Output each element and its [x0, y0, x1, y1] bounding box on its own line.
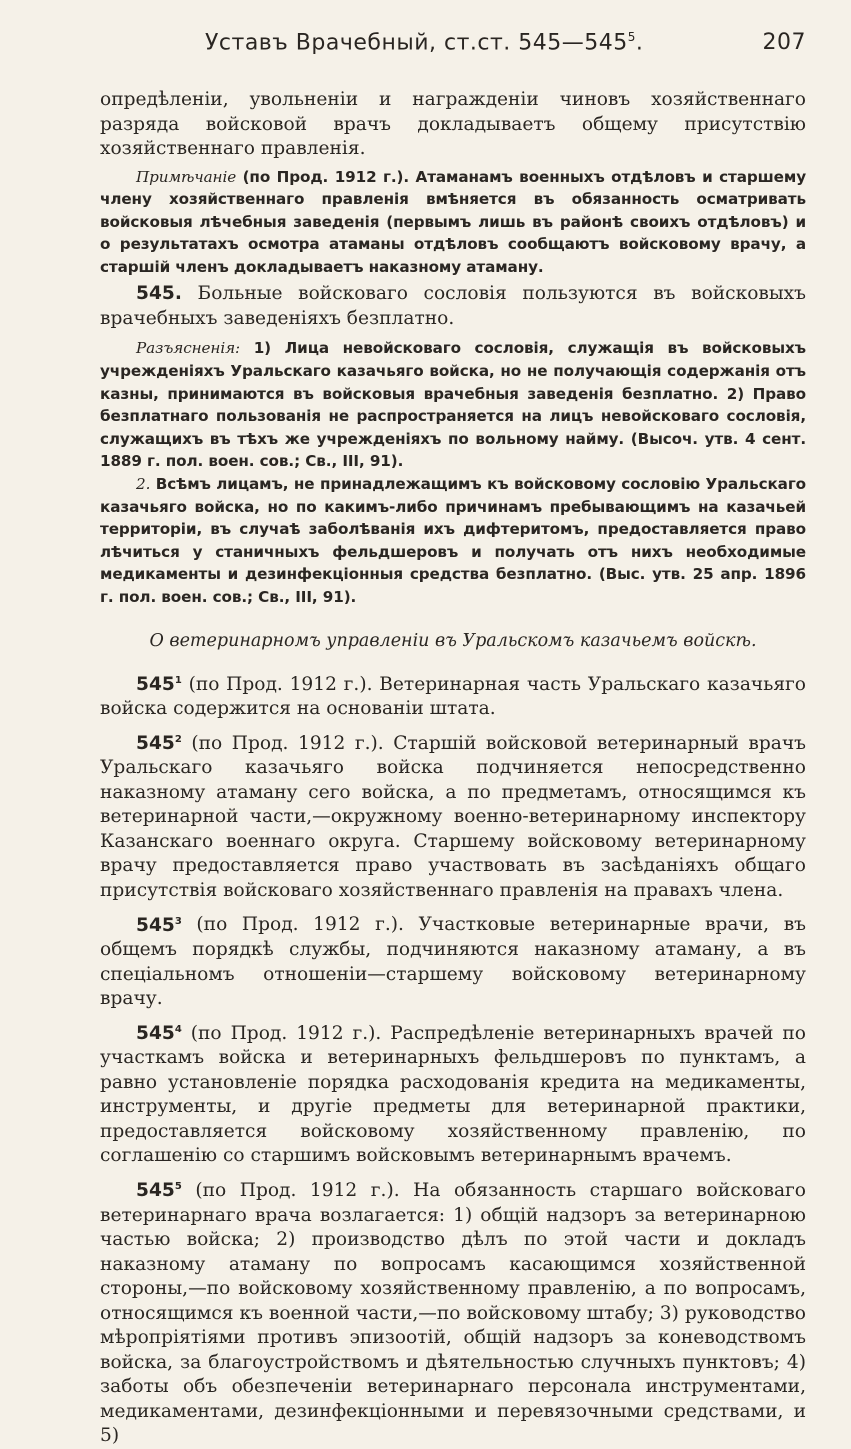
article-number — [136, 1180, 182, 1201]
paragraph-continuation: опредѣленіи, увольненіи и награжденіи чиновъ хозяйственнаго разряда войсковой врачъ докладываетъ общему присутствію хозяйственнаго правленія. — [100, 89, 806, 159]
article-number-text: 545 — [136, 673, 175, 695]
article-number-sup: 3 — [174, 915, 182, 927]
article-number-text: 545 — [136, 1180, 175, 1202]
explanation-label: Разъясненія: — [136, 339, 241, 358]
page-body — [100, 88, 806, 1449]
article-number-sup: 2 — [174, 733, 182, 745]
page-number: 207 — [762, 30, 806, 56]
article-text: (по Прод. 1912 г.). Старшій войсковой ветеринарный врачъ Уральскаго казачьяго войска подчиняется непосредственно наказному атаману сего войска, а по предметамъ, относящимся къ ветеринарной части,—окружному военно-ветеринарному инспектору Казанскаго военнаго округа. Старшему войсковому ветеринарному врачу предоставляется право участвовать въ засѣданіяхъ общаго присутствія войсковаго хозяйственнаго правленія на правахъ члена. — [100, 732, 806, 901]
article-number — [136, 1023, 182, 1044]
explanation-2-label: 2. — [136, 475, 151, 494]
article-545-4 — [100, 1018, 806, 1169]
explanation-2-text: Всѣмъ лицамъ, не принадлежащимъ къ войсковому сословію Уральскаго казачьяго войска, но по какимъ-либо причинамъ пребывающимъ на казачьей территоріи, въ случаѣ заболѣванія ихъ дифтеритомъ, предоставляется право лѣчиться у станичныхъ фельдшеровъ и получать отъ нихъ необходимые медикаменты и дезинфекціонныя средства безплатно. (Выс. утв. 25 апр. 1896 г. пол. воен. сов.; Св., III, 91). — [100, 475, 806, 606]
article-545-2 — [100, 728, 806, 904]
header-title-text: Уставъ Врачебный, ст.ст. 545—545 — [205, 30, 628, 56]
article-text: (по Прод. 1912 г.). На обязанность старшаго войсковаго ветеринарнаго врача возлагается: 1) общій надзоръ за ветеринарною частью войска; 2) производство дѣлъ по этой части и докладъ наказному атаману по вопросамъ касающимся хозяйственной стороны,—по войсковому хозяйственному правленію, а по вопросамъ, относящимся къ военной части,—по войсковому штабу; 3) руководство мѣропріятіями противъ эпизоотій, общій надзоръ за коневодствомъ войска, за благоустройствомъ и дѣятельностью случныхъ пунктовъ; 4) заботы объ обезпеченіи ветеринарнаго персонала инструментами, медикаментами, дезинфекціонными и перевязочными средствами, и 5) — [100, 1180, 806, 1447]
article-number-text: 545 — [136, 914, 175, 936]
article-number — [136, 733, 182, 754]
section-heading: О ветеринарномъ управленіи въ Уральскомъ казачьемъ войскѣ. — [149, 630, 757, 651]
article-545-1 — [100, 669, 806, 722]
article-number-text: 545 — [136, 1022, 175, 1044]
explanation-1 — [100, 337, 806, 473]
explanation-2 — [100, 473, 806, 609]
article-text: (по Прод. 1912 г.). Распредѣленіе ветеринарныхъ врачей по участкамъ войска и ветеринарныхъ фельдшеровъ по пунктамъ, а равно установленіе порядка расходованія кредита на медикаменты, инструменты, и другіе предметы для ветеринарной практики, предоставляется войсковому хозяйственному правленію, по соглашенію со старшимъ войсковымъ ветеринарнымъ врачемъ. — [100, 1022, 806, 1167]
running-header — [100, 30, 806, 55]
note-paragraph — [100, 166, 806, 279]
note-text: (по Прод. 1912 г.). Атаманамъ военныхъ отдѣловъ и старшему члену хозяйственнаго правленія вмѣняется въ обязанность осматривать войсковыя лѣчебныя заведенія (первымъ лишь въ районѣ своихъ отдѣловъ) и о результатахъ осмотра атаманы отдѣловъ сообщаютъ войсковому врачу, а старшій членъ докладываетъ наказному атаману. — [100, 167, 806, 276]
article-number-text: 545 — [136, 732, 175, 754]
article-number-sup: 1 — [174, 674, 182, 686]
note-label: Примѣчаніе — [136, 167, 237, 186]
article-545 — [100, 282, 806, 331]
header-title — [205, 30, 643, 55]
article-number — [136, 915, 182, 936]
article-number-sup: 4 — [174, 1023, 182, 1035]
article-number-sup: 5 — [174, 1180, 182, 1192]
header-title-end: . — [635, 30, 644, 56]
article-545-5 — [100, 1175, 806, 1449]
article-545-3 — [100, 909, 806, 1011]
header-title-superscript: 5 — [627, 30, 636, 44]
article-text: (по Прод. 1912 г.). Участковые ветеринарные врачи, въ общемъ порядкѣ службы, подчиняются наказному атаману, а въ спеціальномъ отношеніи—старшему войсковому ветеринарному врачу. — [100, 914, 806, 1010]
article-text: (по Прод. 1912 г.). Ветеринарная часть Уральскаго казачьяго войска содержится на основаніи штата. — [100, 673, 806, 720]
article-545-text: Больные войсковаго сословія пользуются въ войсковыхъ врачебныхъ заведеніяхъ безплатно. — [100, 283, 806, 329]
article-number — [136, 674, 182, 695]
article-545-number: 545. — [136, 283, 182, 305]
explanation-1-text: 1) Лица невойсковаго сословія, служащія въ войсковыхъ учрежденіяхъ Уральскаго казачьяго войска, но не получающія содержанія отъ казны, принимаются въ войсковыя врачебныя заведенія безплатно. 2) Право безплатнаго пользованія не распространяется на лицъ невойсковаго сословія, служащихъ въ тѣхъ же учрежденіяхъ по вольному найму. (Высоч. утв. 4 сент. 1889 г. пол. воен. сов.; Св., III, 91). — [100, 339, 806, 471]
